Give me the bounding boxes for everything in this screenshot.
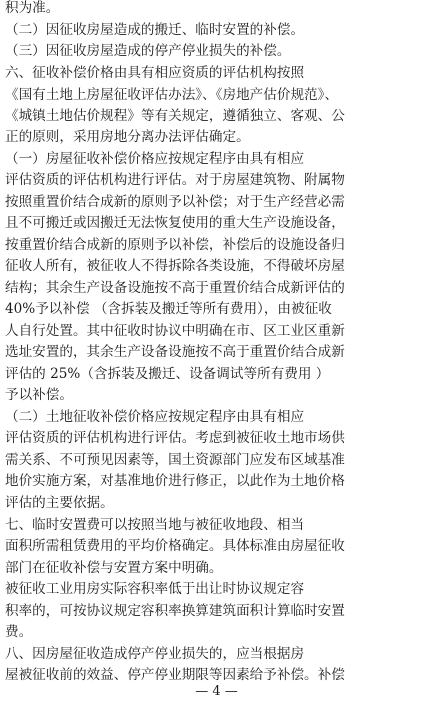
- text-line: 评估资质的评估机构进行评估。考虑到被征收土地市场供: [5, 430, 345, 446]
- page-number: — 4 —: [195, 684, 238, 699]
- text-line: 人自行处置。其中征收时协议中明确在市、区工业区重新: [5, 323, 345, 339]
- text-line: 被征收工业用房实际容积率低于出让时协议规定容: [5, 581, 305, 597]
- text-line: 结构；其余生产设备设施按不高于重置价结合成新评估的: [5, 280, 345, 296]
- text-line: 按重置价结合成新的原则予以补偿，补偿后的设施设备归: [5, 237, 345, 253]
- text-line: 地价实施方案，对基准地价进行修正，以此作为土地价格: [5, 473, 345, 489]
- text-line: 按照重置价结合成新的原则予以补偿；对于生产经营必需: [5, 194, 345, 210]
- text-line: 七、临时安置费可以按照当地与被征收地段、相当: [5, 517, 305, 533]
- text-line: 予以补偿。: [5, 387, 73, 403]
- text-line: （三）因征收房屋造成的停产停业损失的补偿。: [5, 43, 291, 59]
- text-line: 费。: [5, 624, 33, 640]
- text-line: 40%予以补偿 （含拆装及搬迁等所有费用），由被征收: [5, 301, 332, 317]
- text-line: 积为准。: [5, 0, 60, 16]
- text-line: 面积所需租赁费用的平均价格确定。具体标准由房屋征收: [5, 538, 345, 554]
- text-line: 正的原则，采用房地分离办法评估确定。: [5, 129, 250, 145]
- text-line: 且不可搬迁或因搬迁无法恢复使用的重大生产设施设备，: [5, 215, 345, 231]
- text-line: 评估的 25%（含拆装及搬迁、设备调试等所有费用 ）: [5, 366, 330, 382]
- text-line: 《城镇土地估价规程》等有关规定，遵循独立、客观、公: [5, 108, 345, 124]
- text-line: 评估资质的评估机构进行评估。对于房屋建筑物、附属物: [5, 172, 345, 188]
- text-line: 评估的主要依据。: [5, 495, 114, 511]
- text-line: 八、因房屋征收造成停产停业损失的，应当根据房: [5, 646, 305, 662]
- text-line: （二）因征收房屋造成的搬迁、临时安置的补偿。: [5, 22, 305, 38]
- text-line: 部门在征收补偿与安置方案中明确。: [5, 560, 223, 576]
- text-line: 需关系、不可预见因素等，国土资源部门应发布区域基准: [5, 452, 345, 468]
- text-line: （一）房屋征收补偿价格应按规定程序由具有相应: [5, 151, 305, 167]
- text-line: 积率的，可按协议规定容积率换算建筑面积计算临时安置: [5, 603, 345, 619]
- text-line: 屋被征收前的效益、停产停业期限等因素给予补偿。补偿: [5, 667, 345, 683]
- text-line: 选址安置的，其余生产设备设施按不高于重置价结合成新: [5, 344, 345, 360]
- text-line: 《国有土地上房屋征收评估办法》、《房地产估价规范》、: [5, 87, 339, 103]
- text-line: （二）土地征收补偿价格应按规定程序由具有相应: [5, 409, 305, 425]
- text-line: 征收人所有，被征收人不得拆除各类设施，不得破坏房屋: [5, 258, 345, 274]
- text-line: 六、征收补偿价格由具有相应资质的评估机构按照: [5, 65, 305, 81]
